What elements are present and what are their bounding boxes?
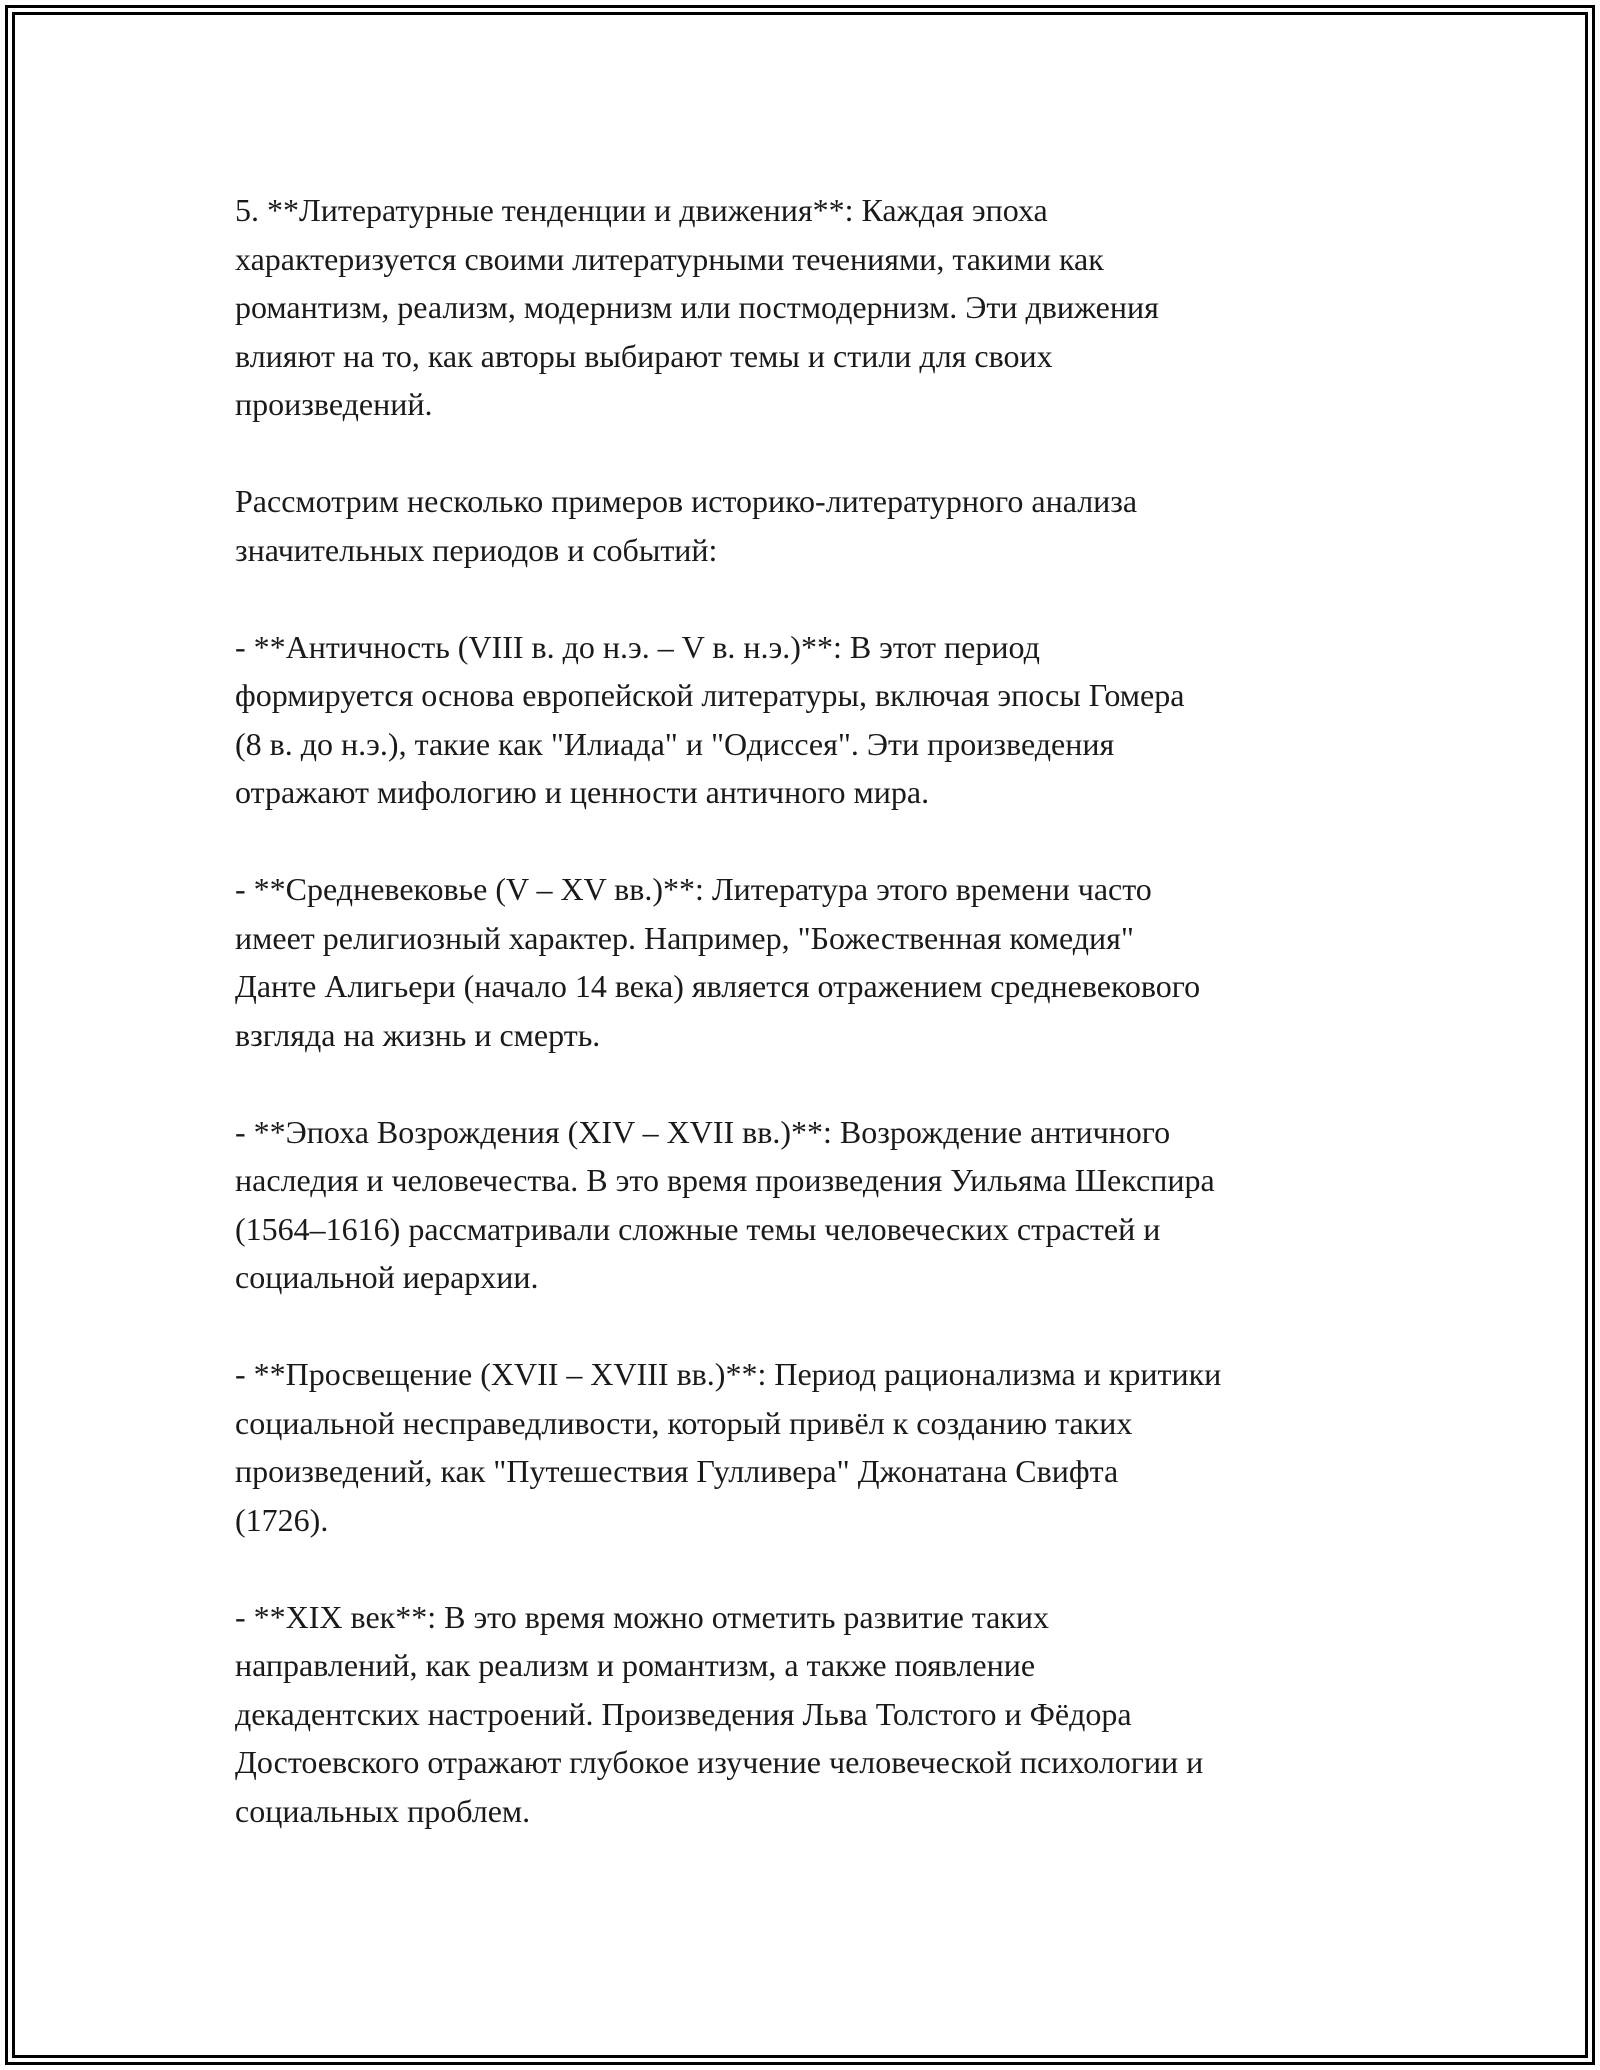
list-item-renaissance: - **Эпоха Возрождения (XIV – XVII вв.)**: Возрождение античного наследия и человечества. В это время произведения Уильяма Шекспира (1564–1616) рассматривали сложные темы человеческих страстей и социальной иерархии. <box>235 1113 1215 1295</box>
paragraph-examples-intro: Рассмотрим несколько примеров историко-литературного анализа значительных периодов и событий: <box>235 483 1138 568</box>
paragraph-literary-trends: 5. **Литературные тенденции и движения**: Каждая эпоха характеризуется своими литературными течениями, такими как романтизм, реализм, модернизм или постмодернизм. Эти движения влияют на то, как авторы выбирают темы и стили для своих произведений. <box>235 192 1159 422</box>
list-item-antiquity: - **Античность (VIII в. до н.э. – V в. н.э.)**: В этот период формируется основа европейской литературы, включая эпосы Гомера (8 в. до н.э.), такие как "Илиада" и "Одиссея". Эти произведения отражают мифологию и ценности античного мира. <box>235 628 1185 810</box>
list-item-enlightenment: - **Просвещение (XVII – XVIII вв.)**: Период рационализма и критики социальной несправедливости, который привёл к созданию таких произведений, как "Путешествия Гулливера" Джонатана Свифта (1726). <box>235 1356 1222 1538</box>
list-item-19th-century: - **XIX век**: В это время можно отметить развитие таких направлений, как реализм и романтизм, а также появление декадентских настроений. Произведения Льва Толстого и Фёдора Достоевского отражают глубокое изучение человеческой психологии и социальных проблем. <box>235 1598 1204 1829</box>
document-body <box>235 186 1375 1835</box>
list-item-middle-ages: - **Средневековье (V – XV вв.)**: Литература этого времени часто имеет религиозный характер. Например, "Божественная комедия" Данте Алигьери (начало 14 века) является отражением средневекового взгляда на жизнь и смерть. <box>235 871 1201 1053</box>
